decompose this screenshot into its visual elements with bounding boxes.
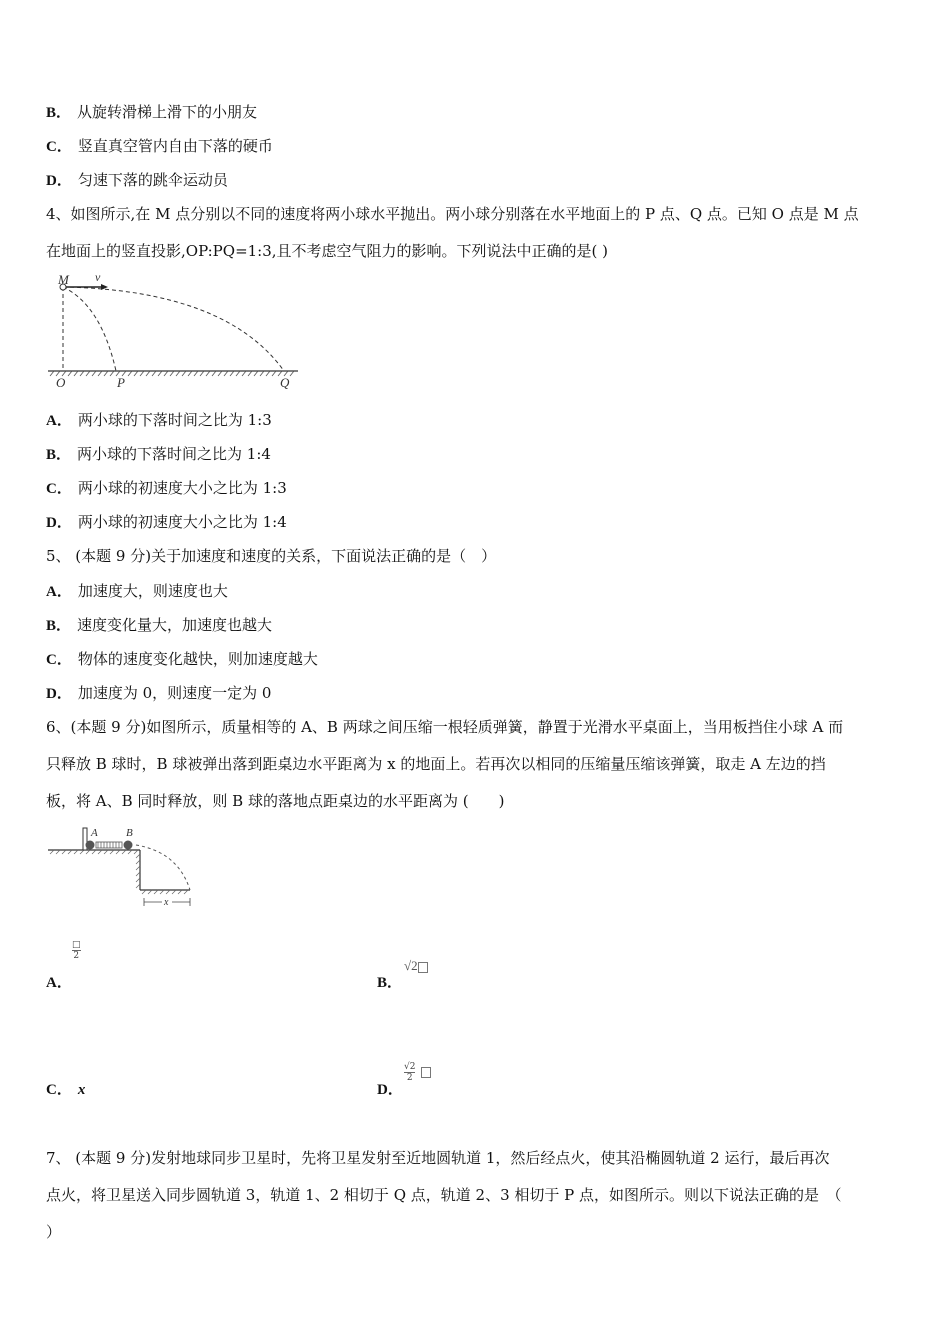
formula-placeholder-icon xyxy=(418,962,428,973)
q5-option-a: A． 加速度大，则速度也大 xyxy=(46,582,228,600)
formula-placeholder-icon xyxy=(421,1067,431,1078)
q5-option-b: B． 速度变化量大，加速度也越大 xyxy=(46,616,273,634)
svg-text:M: M xyxy=(58,272,69,287)
q7-stem-line1: 7、 (本题 9 分)发射地球同步卫星时，先将卫星发射至近地圆轨道 1，然后经点火，使其沿椭圆轨道 2 运行，最后再次 xyxy=(46,1149,830,1167)
q6-stem-line2: 只释放 B 球时，B 球被弹出落到距桌边水平距离为 x 的地面上。若再次以相同的压缩量压缩该弹簧，取走 A 左边的挡 xyxy=(46,755,826,773)
svg-text:A: A xyxy=(91,827,98,839)
q5-stem: 5、 (本题 9 分)关于加速度和速度的关系，下面说法正确的是（ ） xyxy=(46,547,497,565)
q3-option-d: D． 匀速下落的跳伞运动员 xyxy=(46,171,228,189)
q4-option-a: A． 两小球的下落时间之比为 1:3 xyxy=(46,411,272,429)
q6-option-a: A． xyxy=(46,975,72,991)
q6-spring-figure xyxy=(46,822,196,912)
q7-stem-line3: ） xyxy=(46,1223,62,1241)
q4-option-c: C． 两小球的初速度大小之比为 1:3 xyxy=(46,479,287,497)
q6-option-c: C． x xyxy=(46,1082,86,1098)
q6-stem-line1: 6、(本题 9 分)如图所示，质量相等的 A、B 两球之间压缩一根轻质弹簧，静置于光滑水平桌面上，当用板挡住小球 A 而 xyxy=(46,718,844,736)
q5-option-d: D． 加速度为 0，则速度一定为 0 xyxy=(46,684,272,702)
q3-option-c: C． 竖直真空管内自由下落的硬币 xyxy=(46,137,273,155)
q4-option-b: B． 两小球的下落时间之比为 1:4 xyxy=(46,445,271,463)
svg-text:B: B xyxy=(126,827,133,839)
q6-option-d: D． xyxy=(377,1082,403,1098)
q6-option-d-math: $\frac{√2}{2}$ xyxy=(404,1062,431,1083)
svg-text:v: v xyxy=(95,270,101,284)
q6-option-a-math: □ 2 xyxy=(72,940,81,961)
formula-placeholder-icon: □ xyxy=(72,940,81,950)
q6-option-b-math: √2 xyxy=(404,958,428,974)
q7-stem-line2: 点火，将卫星送入同步圆轨道 3，轨道 1、2 相切于 Q 点，轨道 2、3 相切于 P 点，如图所示。则以下说法正确的是 （ xyxy=(46,1186,842,1204)
q6-option-b: B． xyxy=(377,975,403,991)
svg-text:Q: Q xyxy=(280,375,290,390)
q4-option-d: D． 两小球的初速度大小之比为 1:4 xyxy=(46,513,287,531)
q3-option-b: B． 从旋转滑梯上滑下的小朋友 xyxy=(46,103,258,121)
q4-stem-line1: 4、如图所示,在 M 点分别以不同的速度将两小球水平抛出。两小球分别落在水平地面上的 P 点、Q 点。已知 O 点是 M 点 xyxy=(46,205,859,223)
q6-stem-line3: 板，将 A、B 同时释放，则 B 球的落地点距桌边的水平距离为 ( ) xyxy=(46,792,505,810)
svg-text:O: O xyxy=(56,375,66,390)
svg-text:P: P xyxy=(117,375,125,390)
q4-stem-line2: 在地面上的竖直投影,OP:PQ=1:3,且不考虑空气阻力的影响。下列说法中正确的是( ) xyxy=(46,242,609,260)
svg-text:x: x xyxy=(164,897,169,908)
q4-projectile-figure xyxy=(46,270,302,392)
q5-option-c: C． 物体的速度变化越快，则加速度越大 xyxy=(46,650,318,668)
